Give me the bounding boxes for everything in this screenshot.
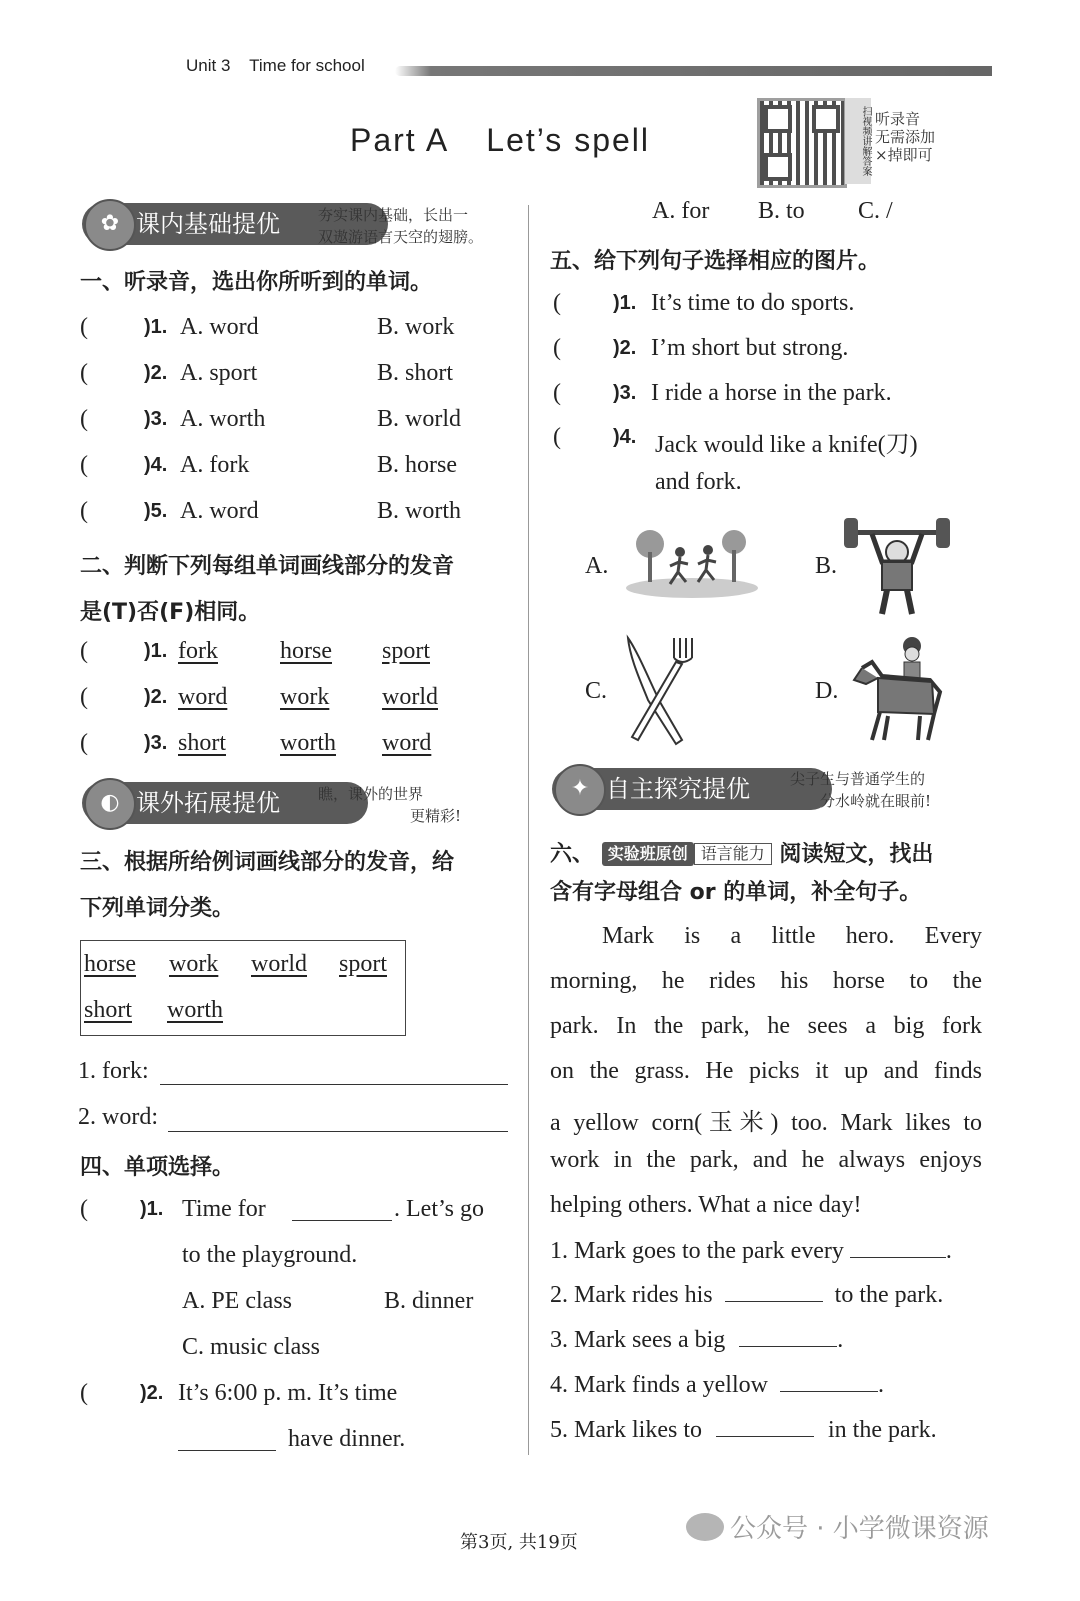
classify-word: 2. word: <box>78 1104 158 1130</box>
option-a[interactable]: A. PE class <box>182 1288 292 1314</box>
mc-question-1-cont: to the playground. <box>182 1242 358 1268</box>
answer-blank[interactable] <box>716 1416 814 1437</box>
header-bar <box>395 66 992 76</box>
pic-label-a: A. <box>585 553 609 579</box>
option-b[interactable]: B. work <box>377 314 455 340</box>
banner-explore-tag: 尖子生与普通学生的 分水岭就在眼前! <box>790 770 932 810</box>
pic-label-b: B. <box>815 553 838 579</box>
answer-blank[interactable] <box>292 1200 392 1221</box>
watermark: 公众号 · 小学微课资源 <box>686 1508 989 1545</box>
banner-basic: ✿ 课内基础提优 <box>82 203 388 245</box>
section-6-title: 六、 实验班原创 语言能力 阅读短文，找出 <box>550 842 934 867</box>
list-item: 5. Mark likes to in the park. <box>550 1417 937 1443</box>
section-3-title: 三、根据所给例词画线部分的发音，给 下列单词分类。 <box>80 850 455 921</box>
banner-explore: ✦ 自主探究提优 <box>552 768 832 810</box>
running-park-picture[interactable] <box>622 522 762 602</box>
option-b[interactable]: B. world <box>377 406 461 432</box>
answer-blank[interactable] <box>780 1371 878 1392</box>
option-a[interactable]: A. fork <box>180 452 250 478</box>
weightlifter-picture[interactable] <box>842 510 952 620</box>
option-c[interactable]: C. / <box>858 198 893 224</box>
pic-label-c: C. <box>585 678 608 704</box>
list-item: 4. Mark finds a yellow . <box>550 1372 884 1398</box>
qr-side-text: 扫视频讲解答案 <box>845 98 871 184</box>
banner-basic-tag: 夯实课内基础，长出一 双遨游语言天空的翅膀。 <box>318 206 484 246</box>
knife-fork-picture[interactable] <box>618 632 698 747</box>
answer-blank[interactable] <box>739 1326 837 1347</box>
option-b[interactable]: B. horse <box>377 452 457 478</box>
word-item: horse <box>84 951 136 977</box>
option-c[interactable]: C. music class <box>182 1334 320 1360</box>
pic-label-d: D. <box>815 678 839 704</box>
list-item-cont: and fork. <box>655 469 742 495</box>
answer-blank[interactable] <box>725 1281 823 1302</box>
badge-ability: 语言能力 <box>694 843 772 865</box>
column-divider <box>528 205 529 1455</box>
classify-fork: 1. fork: <box>78 1058 149 1084</box>
banner-extension-tag: 瞧，课外的世界 更精彩! <box>318 785 462 825</box>
dolphin-icon: ◐ <box>84 778 136 830</box>
answer-blank[interactable] <box>850 1237 946 1258</box>
page-number: 第3页, 共19页 <box>460 1532 578 1553</box>
word-item: work <box>169 951 219 977</box>
answer-blank[interactable] <box>178 1430 276 1451</box>
bird-icon: ✦ <box>554 764 606 816</box>
horse-rider-picture[interactable] <box>848 632 948 747</box>
qr-code[interactable] <box>757 98 847 188</box>
answer-line-fork[interactable] <box>160 1084 508 1085</box>
unit-title: Time for school <box>249 56 365 75</box>
unit-number: Unit 3 <box>186 56 231 75</box>
section-4-title: 四、单项选择。 <box>80 1155 235 1180</box>
option-b[interactable]: B. worth <box>377 498 461 524</box>
list-item: 1. Mark goes to the park every . <box>550 1238 952 1264</box>
unit-header <box>186 56 365 76</box>
option-a[interactable]: A. word <box>180 498 259 524</box>
section-1-title: 一、听录音，选出你所听到的单词。 <box>80 270 433 295</box>
list-item: 2. Mark rides his to the park. <box>550 1282 944 1308</box>
page-title: Part A Let’s spell <box>350 122 650 158</box>
option-b[interactable]: B. short <box>377 360 454 386</box>
section-2-title: 二、判断下列每组单词画线部分的发音 是(T)否(F)相同。 <box>80 554 455 625</box>
word-box <box>80 940 406 1036</box>
word-item: worth <box>167 997 223 1023</box>
section-5-title: 五、给下列句子选择相应的图片。 <box>550 249 881 274</box>
option-a[interactable]: A. for <box>652 198 710 224</box>
banner-extension: ◐ 课外拓展提优 <box>82 782 368 824</box>
option-a[interactable]: A. worth <box>180 406 266 432</box>
word-item: world <box>251 951 307 977</box>
list-item: 3. Mark sees a big . <box>550 1327 844 1353</box>
option-b[interactable]: B. dinner <box>384 1288 474 1314</box>
badge-original: 实验班原创 <box>602 842 694 866</box>
word-item: short <box>84 997 132 1023</box>
option-a[interactable]: A. sport <box>180 360 258 386</box>
option-a[interactable]: A. word <box>180 314 259 340</box>
wechat-icon <box>686 1513 724 1541</box>
word-item: sport <box>339 951 387 977</box>
octopus-icon: ✿ <box>84 199 136 251</box>
section-6-title-2: 含有字母组合 or 的单词，补全句子。 <box>550 880 922 905</box>
qr-note: 听录音 无需添加 ×掉即可 <box>875 110 936 164</box>
answer-line-word[interactable] <box>168 1131 508 1132</box>
option-b[interactable]: B. to <box>758 198 805 224</box>
